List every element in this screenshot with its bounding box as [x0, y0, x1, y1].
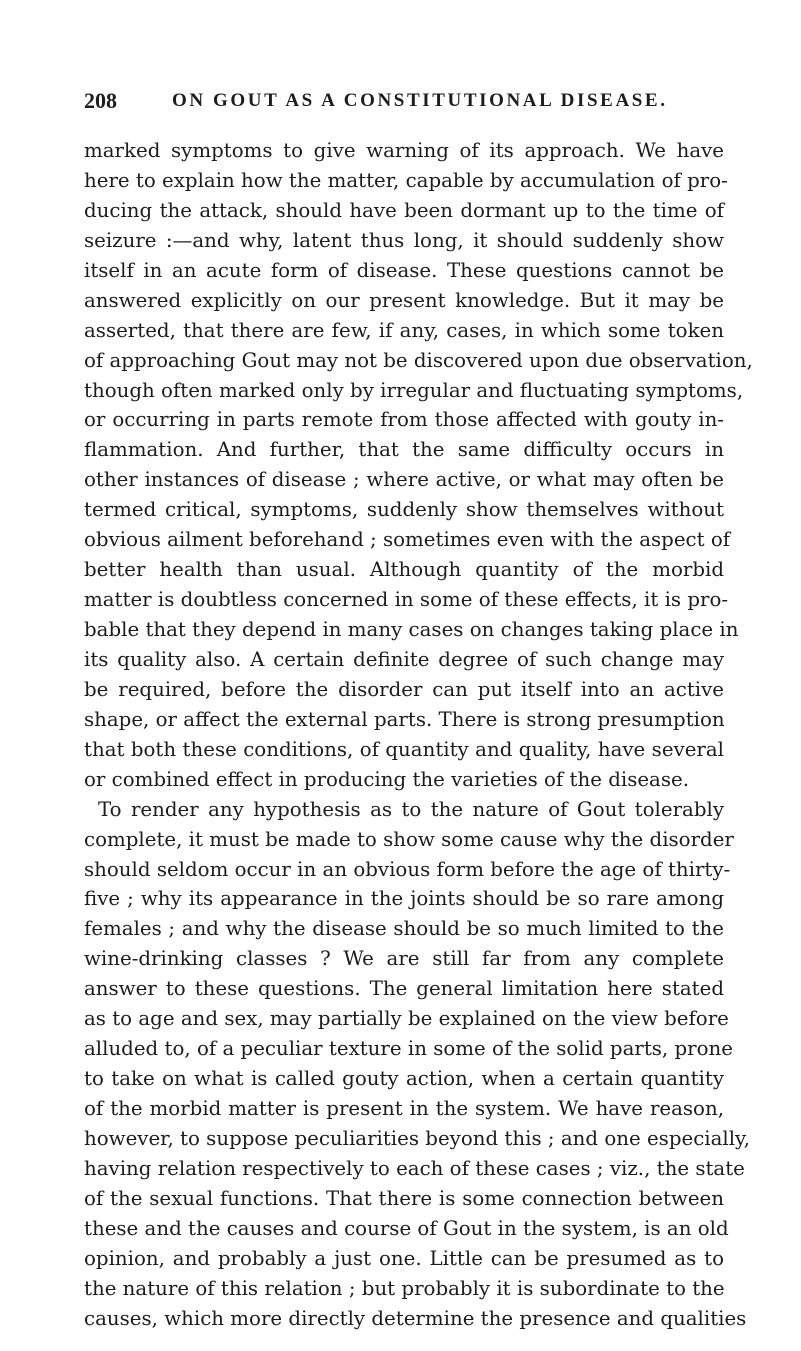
page-number: 208 [84, 88, 117, 113]
text-line: as to age and sex, may partially be explained on the view before [84, 1007, 729, 1031]
text-line: obvious ailment beforehand ; sometimes even with the aspect of [84, 528, 731, 552]
running-head [84, 88, 724, 114]
text-line: answer to these questions. The general limitation here stated [84, 977, 724, 1001]
text-line: causes, which more directly determine the presence and qualities [84, 1306, 747, 1330]
text-line: of the morbid matter is present in the system. We have reason, [84, 1097, 724, 1120]
text-line: should seldom occur in an obvious form before the age of thirty- [84, 857, 731, 881]
text-line: or combined effect in producing the varieties of the disease. [84, 767, 689, 791]
text-line: or occurring in parts remote from those affected with gouty in- [84, 408, 724, 432]
text-line: bable that they depend in many cases on changes taking place in [84, 618, 739, 641]
text-line: its quality also. A certain definite degree of such change may [84, 647, 724, 671]
text-line: asserted, that there are few, if any, cases, in which some token [84, 318, 724, 342]
text-line: five ; why its appearance in the joints should be so rare among [84, 887, 724, 911]
body-text [84, 136, 753, 1334]
text-line: better health than usual. Although quantity of the morbid [84, 558, 724, 582]
text-line: marked symptoms to give warning of its approach. We have [84, 139, 724, 162]
text-line: shape, or affect the external parts. There is strong presumption [84, 707, 725, 731]
text-line: To render any hypothesis as to the nature of Gout tolerably [98, 797, 724, 821]
text-line: of approaching Gout may not be discovered upon due observation, [84, 348, 753, 372]
text-line: the nature of this relation ; but probably it is subordinate to the [84, 1276, 725, 1300]
text-line: complete, it must be made to show some cause why the disorder [84, 827, 734, 851]
text-line: females ; and why the disease should be so much limited to the [84, 917, 724, 941]
text-line: seizure :—and why, latent thus long, it should suddenly show [84, 228, 724, 252]
text-line: though often marked only by irregular and fluctuating symptoms, [84, 378, 744, 402]
text-line: answered explicitly on our present knowledge. But it may be [84, 288, 724, 312]
text-line: opinion, and probably a just one. Little can be presumed as to [84, 1246, 724, 1270]
text-line: of the sexual functions. That there is some connection between [84, 1186, 724, 1210]
text-line: however, to suppose peculiarities beyond this ; and one especially, [84, 1126, 750, 1150]
text-line: here to explain how the matter, capable by accumulation of pro- [84, 168, 728, 192]
text-line: termed critical, symptoms, suddenly show themselves without [84, 498, 724, 522]
text-line: other instances of disease ; where active, or what may often be [84, 468, 724, 492]
text-line: these and the causes and course of Gout in the system, is an old [84, 1216, 729, 1240]
text-line: be required, before the disorder can put itself into an active [84, 677, 724, 701]
text-line: flammation. And further, that the same difficulty occurs in [84, 438, 724, 462]
text-line: itself in an acute form of disease. These questions cannot be [84, 258, 724, 282]
running-title: ON GOUT AS A CONSTITUTIONAL DISEASE. [172, 90, 668, 111]
text-line: having relation respectively to each of these cases ; viz., the state [84, 1156, 745, 1180]
text-line: matter is doubtless concerned in some of these effects, it is pro- [84, 588, 729, 612]
text-line: that both these conditions, of quantity and quality, have several [84, 737, 724, 761]
text-line: ducing the attack, should have been dormant up to the time of [84, 198, 724, 222]
text-line: to take on what is called gouty action, when a certain quantity [84, 1067, 724, 1091]
text-line: wine-drinking classes ? We are still far from any complete [84, 947, 724, 971]
text-line: alluded to, of a peculiar texture in some of the solid parts, prone [84, 1037, 733, 1061]
